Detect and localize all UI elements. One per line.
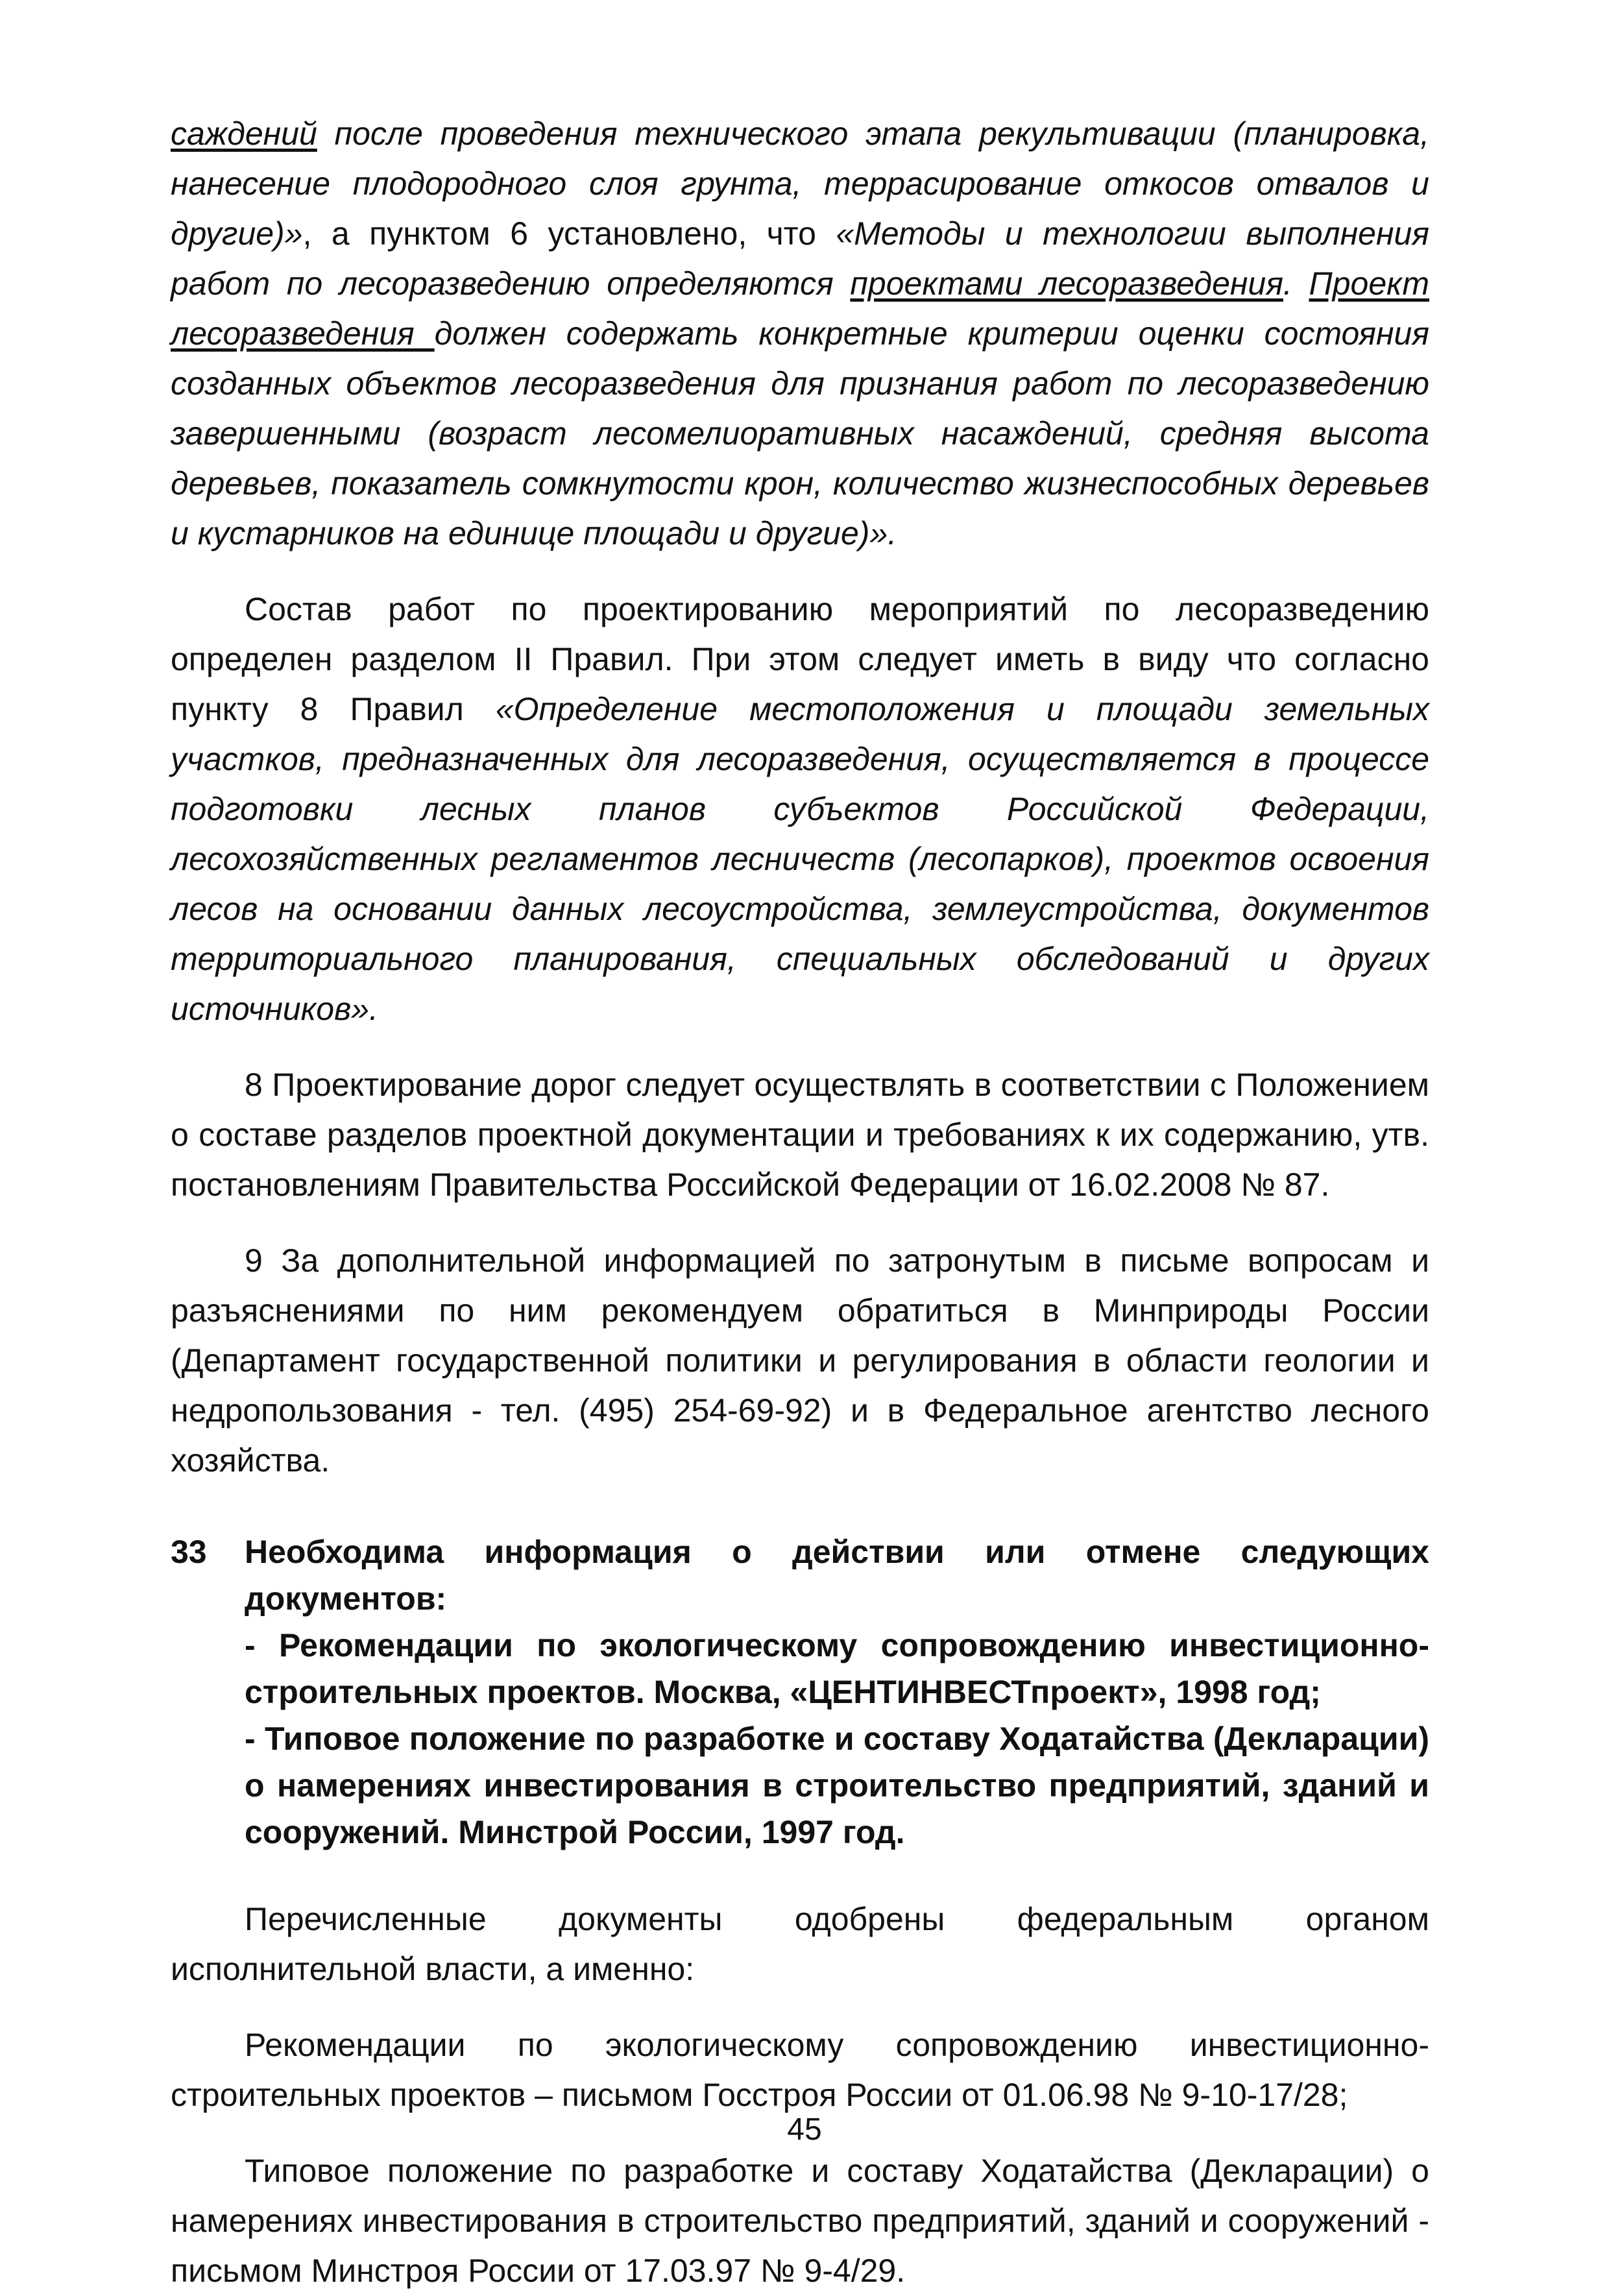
italic-quote: «Определение местоположения и площади земельных участков, предназначенных для лесоразведения, осуществляется в процессе подготовки лесных планов субъектов Российской Федерации, лесохозяйственных регламентов лесничеств (лесопарков), проектов освоения лесов на основании данных лесоустройства, землеустройства, документов территориального планирования, специальных обследований и других источников». (171, 691, 1429, 1027)
underlined-term: Проект лесоразведения (171, 265, 1429, 352)
italic-quote: . (1283, 265, 1309, 302)
underlined-term: саждений (171, 115, 317, 152)
question-number: 33 (171, 1534, 207, 1570)
paragraph-rules-section (171, 585, 1429, 1034)
plain-text: Состав работ по проектированию мероприятий по лесоразведению определен разделом II Правил. При этом следует иметь в виду что согласно пункту 8 Правил (171, 591, 1429, 727)
document-page (171, 109, 1429, 2296)
question-block (171, 1529, 1429, 1855)
paragraph-contacts: 9 За дополнительной информацией по затронутым в письме вопросам и разъяснениями по ним рекомендуем обратиться в Минприроды России (Департамент государственной политики и регулирования в области геологии и недропользования - тел. (495) 254-69-92) и в Федеральное агентство лесного хозяйства. (171, 1242, 1429, 1479)
paragraph-roads: 8 Проектирование дорог следует осуществлять в соответствии с Положением о составе разделов проектной документации и требованиях к их содержанию, утв. постановлениям Правительства Российской Федерации от 16.02.2008 № 87. (171, 1067, 1429, 1203)
italic-quote: после проведения технического этапа рекультивации (планировка, нанесение плодородного слоя грунта, террасирование откосов отвалов и другие)» (171, 115, 1429, 252)
underlined-term: проектами лесоразведения (850, 265, 1283, 302)
question-line: Необходима информация о действии или отмене следующих документов: (245, 1534, 1429, 1617)
page-number: 45 (787, 2112, 822, 2147)
answer-paragraph: Рекомендации по экологическому сопровождению инвестиционно-строительных проектов – письмом Госстроя России от 01.06.98 № 9-10-17/28; (171, 2027, 1429, 2113)
answer-paragraph: Типовое положение по разработке и составу Ходатайства (Декларации) о намерениях инвестирования в строительство предприятий, зданий и сооружений - письмом Минстроя России от 17.03.97 № 9-4/29. (171, 2153, 1429, 2289)
italic-quote: «Методы и технологии выполнения работ по лесоразведению определяются (171, 215, 1429, 302)
plain-text: , а пунктом 6 установлено, что (302, 215, 836, 252)
question-line: - Рекомендации по экологическому сопровождению инвестиционно-строительных проектов. Москва, «ЦЕНТИНВЕСТпроект», 1998 год; (245, 1627, 1429, 1710)
italic-quote: должен содержать конкретные критерии оценки состояния созданных объектов лесоразведения для признания работ по лесоразведению завершенными (возраст лесомелиоративных насаждений, средняя высота деревьев, показатель сомкнутости крон, количество жизнеспособных деревьев и кустарников на единице площади и другие)». (171, 315, 1429, 551)
paragraph-forest-projects (171, 109, 1429, 559)
question-line: - Типовое положение по разработке и составу Ходатайства (Декларации) о намерениях инвестирования в строительство предприятий, зданий и сооружений. Минстрой России, 1997 год. (245, 1721, 1429, 1850)
answer-paragraph: Перечисленные документы одобрены федеральным органом исполнительной власти, а именно: (171, 1901, 1429, 1987)
